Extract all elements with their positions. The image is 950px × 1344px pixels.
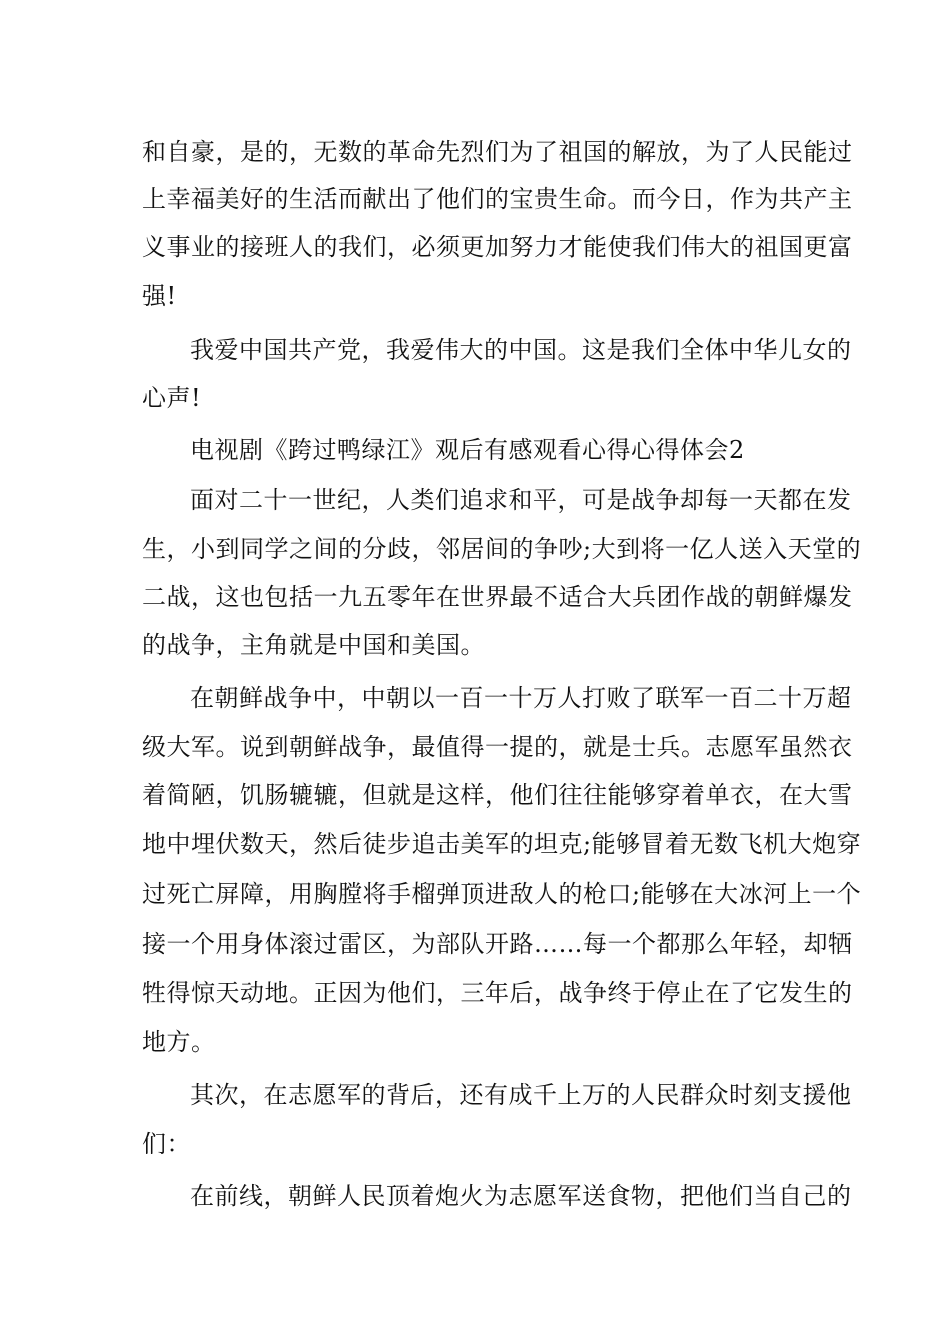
text-line: 强! <box>142 282 177 310</box>
section-heading: 电视剧《跨过鸭绿江》观后有感观看心得心得体会2 <box>190 436 745 464</box>
text-line: 在前线，朝鲜人民顶着炮火为志愿军送食物，把他们当自己的 <box>190 1182 852 1210</box>
text-line: 着简陋，饥肠辘辘，但就是这样，他们往往能够穿着单衣，在大雪 <box>142 781 853 809</box>
text-line: 在朝鲜战争中，中朝以一百一十万人打败了联军一百二十万超 <box>190 684 852 712</box>
text-line: 二战，这也包括一九五零年在世界最不适合大兵团作战的朝鲜爆发 <box>142 583 853 611</box>
text-line: 上幸福美好的生活而献出了他们的宝贵生命。而今日，作为共产主 <box>142 185 853 213</box>
text-line: 过死亡屏障，用胸膛将手榴弹顶进敌人的枪口;能够在大冰河上一个 <box>142 880 862 908</box>
text-line: 地中埋伏数天，然后徒步追击美军的坦克;能够冒着无数飞机大炮穿 <box>142 830 862 858</box>
text-line: 义事业的接班人的我们，必须更加努力才能使我们伟大的祖国更富 <box>142 233 853 261</box>
text-line: 面对二十一世纪，人类们追求和平，可是战争却每一天都在发 <box>190 486 852 514</box>
text-line: 其次，在志愿军的背后，还有成千上万的人民群众时刻支援他 <box>190 1081 852 1109</box>
text-line: 和自豪，是的，无数的革命先烈们为了祖国的解放，为了人民能过 <box>142 138 853 166</box>
text-line: 接一个用身体滚过雷区，为部队开路……每一个都那么年轻，却牺 <box>142 930 853 958</box>
text-line: 地方。 <box>142 1028 216 1056</box>
text-line: 生，小到同学之间的分歧，邻居间的争吵;大到将一亿人送入天堂的 <box>142 535 862 563</box>
text-line: 牲得惊天动地。正因为他们，三年后，战争终于停止在了它发生的 <box>142 979 853 1007</box>
text-line: 心声! <box>142 384 202 412</box>
text-line: 们： <box>142 1130 191 1158</box>
text-line: 的战争，主角就是中国和美国。 <box>142 631 485 659</box>
text-line: 级大军。说到朝鲜战争，最值得一提的，就是士兵。志愿军虽然衣 <box>142 733 853 761</box>
text-line: 我爱中国共产党，我爱伟大的中国。这是我们全体中华儿女的 <box>190 336 852 364</box>
